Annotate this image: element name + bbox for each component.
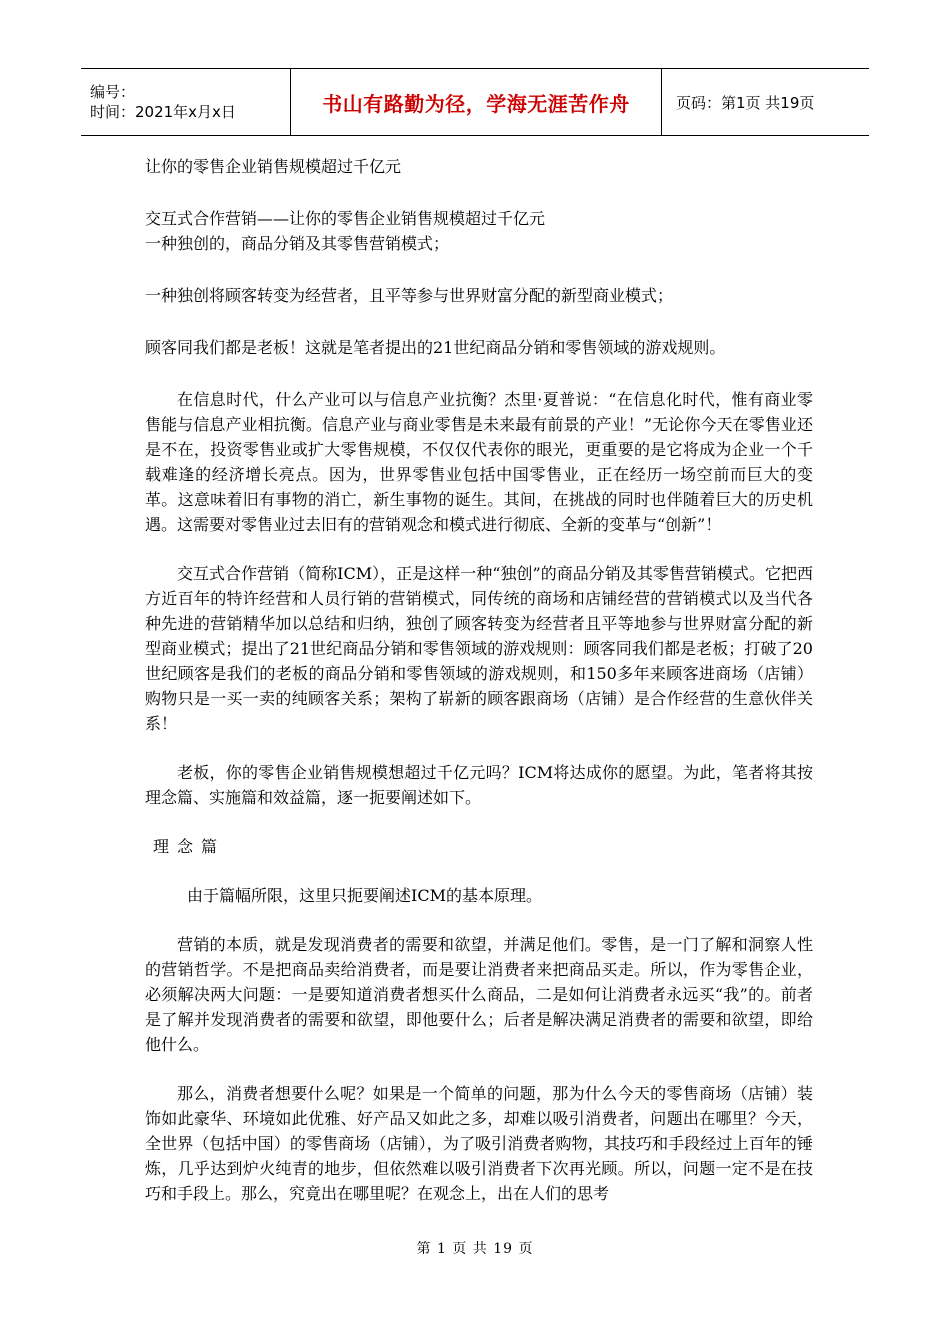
paragraph-6: 那么，消费者想要什么呢？如果是一个简单的问题，那为什么今天的零售商场（店铺）装饰如此豪华、环境如此优雅、好产品又如此之多，却难以吸引消费者，问题出在哪里？今天，全世界（包括中国）的零售商场（店铺），为了吸引消费者购物，其技巧和手段经过上百年的锤炼，几乎达到炉火纯青的地步，但依然难以吸引消费者下次再光顾。所以，问题一定不是在技巧和手段上。那么，究竟出在哪里呢？在观念上，出在人们的思考 xyxy=(145,1084,813,1203)
tagline-3: 顾客同我们都是老板！这就是笔者提出的21世纪商品分销和零售领域的游戏规则。 xyxy=(145,338,726,357)
date-label: 时间：2021年x月x日 xyxy=(90,103,236,121)
paragraph-1: 在信息时代，什么产业可以与信息产业抗衡？杰里·夏普说：“在信息化时代，惟有商业零售能与信息产业相抗衡。信息产业与商业零售是未来最有前景的产业！”无论你今天在零售业还是不在，投资零售业或扩大零售规模，不仅仅代表你的眼光，更重要的是它将成为企业一个千载难逢的经济增长亮点。因为，世界零售业包括中国零售业，正在经历一场空前而巨大的变革。这意味着旧有事物的消亡，新生事物的诞生。其间，在挑战的同时也伴随着巨大的历史机遇。这需要对零售业过去旧有的营销观念和模式进行彻底、全新的变革与“创新”！ xyxy=(145,390,813,534)
page-info: 页码：第1页 共19页 xyxy=(676,93,815,112)
subtitle: 交互式合作营销——让你的零售企业销售规模超过千亿元 xyxy=(145,209,546,228)
section-title: 理念篇 xyxy=(153,837,226,856)
paragraph-4: 由于篇幅所限，这里只扼要阐述ICM的基本原理。 xyxy=(187,886,542,905)
tagline-2: 一种独创将顾客转变为经营者，且平等参与世界财富分配的新型商业模式； xyxy=(145,286,674,305)
number-label: 编号： xyxy=(90,83,136,101)
document-body xyxy=(145,154,813,1206)
paragraph-5: 营销的本质，就是发现消费者的需要和欲望，并满足他们。零售，是一门了解和洞察人性的营销哲学。不是把商品卖给消费者，而是要让消费者来把商品买走。所以，作为零售企业，必须解决两大问题：一是要知道消费者想买什么商品，二是如何让消费者永远买“我”的。前者是了解并发现消费者的需要和欲望，即他要什么；后者是解决满足消费者的需要和欲望，即给他什么。 xyxy=(145,935,813,1054)
tagline-1: 一种独创的，商品分销及其零售营销模式； xyxy=(145,234,450,253)
header-meta xyxy=(81,69,291,136)
document-title: 让你的零售企业销售规模超过千亿元 xyxy=(145,157,402,176)
page-footer: 第 1 页 共 19 页 xyxy=(416,1241,534,1257)
paragraph-3: 老板，你的零售企业销售规模想超过千亿元吗？ICM将达成你的愿望。为此，笔者将其按理念篇、实施篇和效益篇，逐一扼要阐述如下。 xyxy=(145,763,813,807)
header-page-cell xyxy=(662,69,870,136)
header-motto-cell xyxy=(291,69,662,136)
paragraph-2: 交互式合作营销（简称ICM），正是这样一种“独创”的商品分销及其零售营销模式。它把西方近百年的特许经营和人员行销的营销模式，同传统的商场和店铺经营的营销模式以及当代各种先进的营销精华加以总结和归纳，独创了顾客转变为经营者且平等地参与世界财富分配的新型商业模式；提出了21世纪商品分销和零售领域的游戏规则：顾客同我们都是老板；打破了20世纪顾客是我们的老板的商品分销和零售领域的游戏规则，和150多年来顾客进商场（店铺）购物只是一买一卖的纯顾客关系；架构了崭新的顾客跟商场（店铺）是合作经营的生意伙伴关系！ xyxy=(145,564,813,733)
motto-text: 书山有路勤为径，学海无涯苦作舟 xyxy=(322,91,630,116)
document-header xyxy=(81,68,869,136)
